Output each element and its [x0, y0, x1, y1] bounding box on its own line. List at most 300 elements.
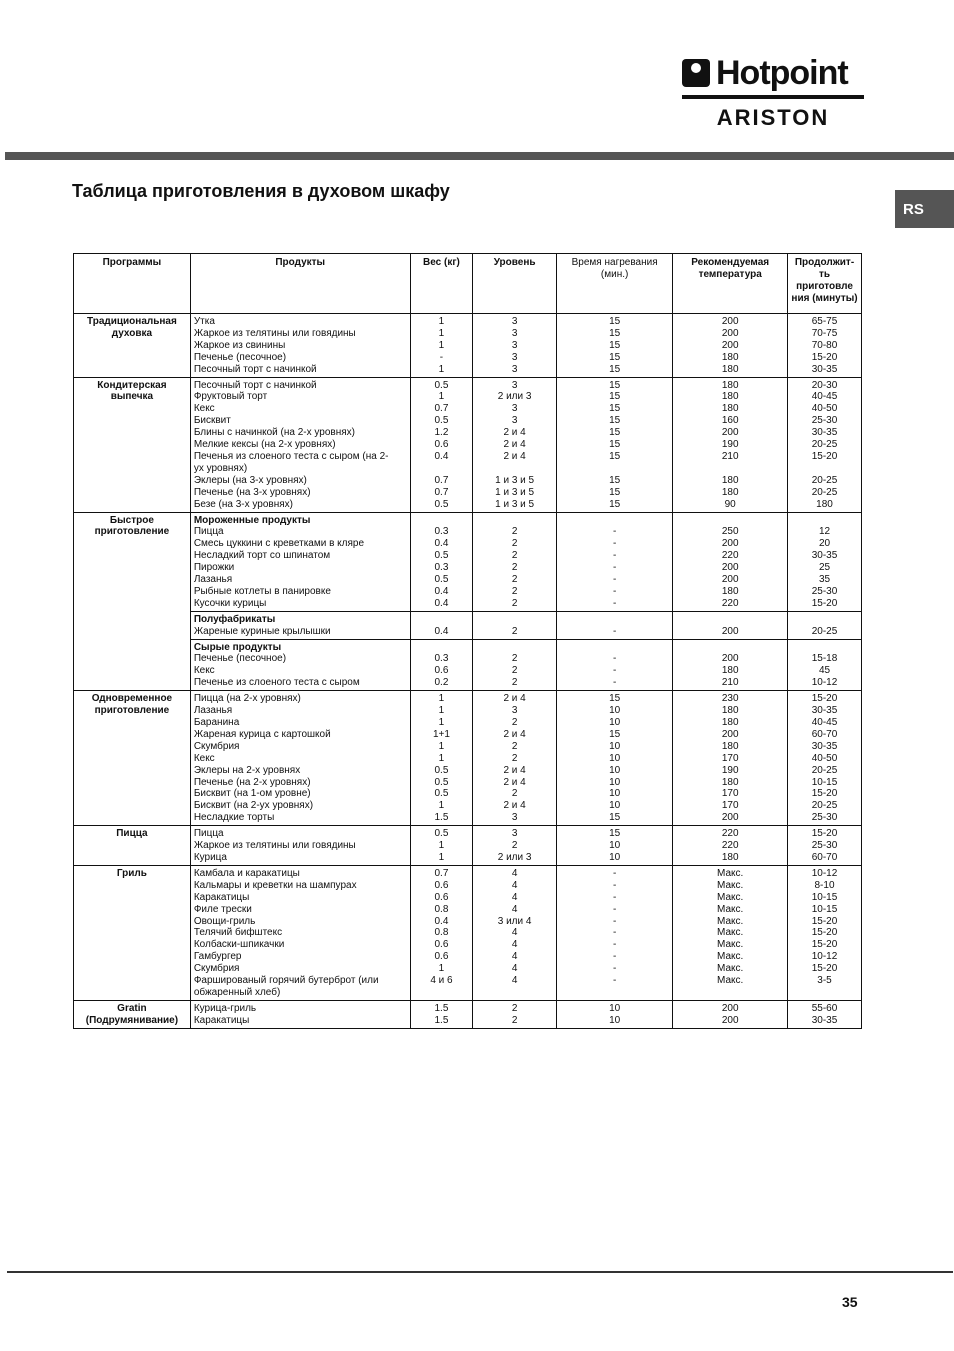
product-name: Курица [193, 851, 227, 863]
product-name: Печенье (на 2-х уровнях) [193, 776, 311, 788]
weight-value: 1 [438, 963, 445, 975]
weight-value: 0.4 [434, 585, 449, 597]
duration-value: 15-20 [811, 450, 838, 462]
temp-value: Макс. [717, 975, 744, 987]
preheat-value: 10 [609, 705, 621, 717]
section-row [74, 314, 862, 378]
preheat-value: - [612, 597, 617, 609]
weight-value: 0.8 [434, 903, 449, 915]
product-cell [190, 865, 410, 1000]
temp-value: 180 [721, 585, 739, 597]
level-value: 2 [511, 788, 518, 800]
preheat-cell [556, 865, 672, 1000]
level-value: 1 и 3 и 5 [495, 486, 535, 498]
level-cell [473, 377, 557, 512]
temp-value: 180 [721, 717, 739, 728]
product-name: Кекс [193, 752, 215, 764]
header-level: Уровень [473, 254, 557, 314]
duration-value: 40-50 [811, 403, 838, 415]
product-name: Песочный торт с начинкой [193, 363, 317, 375]
level-value: 2 [511, 840, 518, 852]
preheat-value: 15 [609, 486, 621, 498]
level-cell [473, 639, 557, 691]
weight-value: 0.2 [434, 677, 449, 689]
level-value: 2 [511, 562, 518, 574]
duration-value: 45 [818, 665, 831, 677]
temp-value: 180 [721, 351, 739, 363]
preheat-value: - [612, 927, 617, 939]
temp-cell [673, 691, 788, 826]
level-value: 2 [511, 597, 518, 609]
preheat-cell [556, 826, 672, 866]
duration-cell [788, 691, 862, 826]
product-name: Блины с начинкой (на 2-х уровнях) [193, 427, 355, 439]
product-name: Курица-гриль [193, 1002, 257, 1014]
product-cell [190, 314, 410, 378]
level-value: 3 [511, 705, 518, 717]
weight-value: 1 [438, 391, 445, 403]
level-value: 2 или 3 [497, 391, 532, 403]
group-subtitle: Сырые продукты [193, 641, 282, 653]
level-value: 4 [511, 951, 518, 963]
product-name: Печенье (песочное) [193, 351, 287, 363]
product-name: Гамбургер [193, 951, 242, 963]
header-product: Продукты [190, 254, 410, 314]
weight-cell [410, 691, 473, 826]
weight-cell [410, 611, 473, 639]
section-row [74, 377, 862, 512]
level-value: 2 и 4 [503, 764, 526, 776]
preheat-value: - [612, 538, 617, 550]
product-name: Пицца [193, 828, 224, 840]
duration-cell [788, 377, 862, 512]
level-value: 4 [511, 903, 518, 915]
level-value: 2 [511, 625, 518, 637]
level-value: 2 и 4 [503, 800, 526, 812]
temp-value: 200 [721, 812, 739, 824]
temp-value: 180 [721, 474, 739, 486]
weight-value: 0.5 [434, 828, 449, 840]
duration-value: 15-20 [811, 939, 838, 951]
duration-cell [788, 826, 862, 866]
weight-value: 1 [438, 851, 445, 863]
level-value: 2 и 4 [503, 776, 526, 788]
duration-value: 30-35 [811, 1014, 838, 1026]
preheat-value: 15 [609, 391, 621, 403]
level-value: 3 [511, 415, 518, 427]
temp-value: 190 [721, 764, 739, 776]
product-name: Мелкие кексы (на 2-х уровнях) [193, 439, 336, 451]
preheat-value: - [612, 879, 617, 891]
preheat-value: - [612, 665, 617, 677]
weight-value: 0.6 [434, 665, 449, 677]
duration-cell [788, 639, 862, 691]
section-row [74, 611, 862, 639]
weight-value: 1.5 [434, 812, 449, 824]
duration-value: 30-35 [811, 705, 838, 717]
level-value: 2 [511, 665, 518, 677]
level-value: 4 [511, 939, 518, 951]
level-cell [473, 826, 557, 866]
section-row [74, 865, 862, 1000]
cooking-table [73, 253, 862, 1029]
product-cell [190, 639, 410, 691]
temp-cell [673, 314, 788, 378]
product-name: Безе (на 3-х уровнях) [193, 498, 293, 510]
duration-value: 15-20 [811, 963, 838, 975]
duration-value: 70-75 [811, 327, 838, 339]
logo-divider [682, 95, 864, 99]
preheat-cell [556, 512, 672, 611]
level-value: 2 [511, 574, 518, 586]
product-name: Филе трески [193, 903, 252, 915]
weight-cell [410, 377, 473, 512]
weight-value: 0.6 [434, 939, 449, 951]
duration-value: 25-30 [811, 840, 838, 852]
weight-value: 1.5 [434, 1014, 449, 1026]
header-duration: Продолжит-ть приготовле ния (минуты) [788, 254, 862, 314]
weight-value: 0.3 [434, 562, 449, 574]
product-name: Кальмары и креветки на шампурах [193, 879, 357, 891]
product-name: Кекс [193, 403, 215, 415]
product-name: Каракатицы [193, 891, 250, 903]
product-name: Смесь цуккини с креветками в кляре [193, 538, 365, 550]
product-name: Каракатицы [193, 1014, 250, 1026]
level-cell [473, 512, 557, 611]
duration-value: 65-75 [811, 316, 838, 327]
preheat-value: 15 [609, 363, 621, 375]
level-value: 4 [511, 963, 518, 975]
temp-value: 200 [721, 653, 739, 665]
duration-cell [788, 512, 862, 611]
preheat-value: 15 [609, 498, 621, 510]
duration-value: 30-35 [811, 427, 838, 439]
duration-value: 70-80 [811, 339, 838, 351]
level-value: 2 [511, 1014, 518, 1026]
preheat-value: 10 [609, 776, 621, 788]
program-name: Одновременное приготовление [74, 691, 191, 826]
temp-cell [673, 639, 788, 691]
level-value: 2 [511, 585, 518, 597]
preheat-value: 10 [609, 840, 621, 852]
weight-cell [410, 314, 473, 378]
hotpoint-logo-icon [682, 59, 710, 87]
duration-value: 40-50 [811, 752, 838, 764]
level-value: 3 или 4 [497, 915, 532, 927]
duration-value: 25-30 [811, 812, 838, 824]
product-name: Фруктовый торт [193, 391, 268, 403]
duration-value: 35 [818, 574, 831, 586]
temp-value: 200 [721, 538, 739, 550]
product-name: Эклеры (на 3-х уровнях) [193, 474, 307, 486]
duration-value: 20-25 [811, 486, 838, 498]
weight-value: 1 [438, 752, 445, 764]
weight-value: 1.2 [434, 427, 449, 439]
duration-value: 20-25 [811, 800, 838, 812]
level-value: 2 [511, 653, 518, 665]
preheat-value: - [612, 526, 617, 538]
weight-value: 0.6 [434, 951, 449, 963]
preheat-value: - [612, 891, 617, 903]
level-value: 2 и 4 [503, 427, 526, 439]
product-name: Пицца [193, 526, 224, 538]
duration-value: 10-12 [811, 867, 838, 879]
product-name: Лазанья [193, 574, 233, 586]
preheat-value: - [612, 951, 617, 963]
temp-value: 170 [721, 752, 739, 764]
temp-value: 210 [721, 450, 739, 462]
table-body [74, 314, 862, 1029]
weight-value: 1 [438, 363, 445, 375]
preheat-cell [556, 639, 672, 691]
temp-value: 200 [721, 327, 739, 339]
duration-value: 20 [818, 538, 831, 550]
temp-cell [673, 377, 788, 512]
section-row [74, 691, 862, 826]
product-name: Жаркое из телятины или говядины [193, 840, 356, 852]
level-value: 2 и 4 [503, 439, 526, 451]
preheat-value: 15 [609, 379, 621, 391]
preheat-value: 15 [609, 439, 621, 451]
product-cell [190, 377, 410, 512]
preheat-value: 15 [609, 450, 621, 462]
duration-value: 30-35 [811, 740, 838, 752]
weight-value: 0.5 [434, 776, 449, 788]
temp-value: 220 [721, 550, 739, 562]
level-value: 3 [511, 339, 518, 351]
weight-value: 1 [438, 800, 445, 812]
preheat-value: 10 [609, 1014, 621, 1026]
preheat-value: 10 [609, 764, 621, 776]
preheat-value: - [612, 939, 617, 951]
preheat-value: 10 [609, 717, 621, 728]
product-name: Телячий бифштекс [193, 927, 283, 939]
level-value: 3 [511, 316, 518, 327]
brand-name: Hotpoint [716, 54, 848, 92]
preheat-value: 15 [609, 339, 621, 351]
level-value: 4 [511, 891, 518, 903]
product-name: Печенье (песочное) [193, 653, 287, 665]
weight-value: 0.7 [434, 486, 449, 498]
preheat-value: 15 [609, 693, 621, 705]
level-value: 2 или 3 [497, 851, 532, 863]
header-preheat: Время нагревания (мин.) [556, 254, 672, 314]
temp-value: Макс. [717, 891, 744, 903]
level-value: 3 [511, 812, 518, 824]
preheat-value: 10 [609, 752, 621, 764]
temp-value: 180 [721, 391, 739, 403]
product-name: Утка [193, 316, 215, 327]
preheat-value: 15 [609, 403, 621, 415]
weight-value: 1 [438, 840, 445, 852]
duration-value: 10-12 [811, 677, 838, 689]
program-name: Гриль [74, 865, 191, 1000]
level-value: 3 [511, 351, 518, 363]
preheat-value: - [612, 625, 617, 637]
temp-value: 170 [721, 788, 739, 800]
product-name: Скумбрия [193, 963, 240, 975]
product-cell [190, 826, 410, 866]
duration-value: 30-35 [811, 363, 838, 375]
temp-value: 220 [721, 597, 739, 609]
duration-value: 15-18 [811, 653, 838, 665]
weight-value: 1 [438, 327, 445, 339]
level-cell [473, 865, 557, 1000]
temp-value: 180 [721, 486, 739, 498]
weight-value: 0.5 [434, 788, 449, 800]
weight-value: 1 [438, 316, 445, 327]
product-name: Колбаски-шпикачки [193, 939, 285, 951]
duration-value: 12 [818, 526, 831, 538]
weight-value: 0.5 [434, 498, 449, 510]
duration-value: 60-70 [811, 851, 838, 863]
duration-value: 25-30 [811, 585, 838, 597]
duration-value: 15-20 [811, 788, 838, 800]
group-subtitle: Полуфабрикаты [193, 613, 276, 625]
section-row [74, 826, 862, 866]
preheat-value: - [612, 677, 617, 689]
level-value: 2 и 4 [503, 693, 526, 705]
duration-value: 25 [818, 562, 831, 574]
duration-value: 15-20 [811, 693, 838, 705]
duration-value: 20-30 [811, 379, 838, 391]
temp-value: Макс. [717, 879, 744, 891]
weight-value: 0.7 [434, 867, 449, 879]
preheat-value: 10 [609, 740, 621, 752]
header-program: Программы [74, 254, 191, 314]
preheat-value: - [612, 585, 617, 597]
duration-value: 20-25 [811, 439, 838, 451]
preheat-value: 15 [609, 327, 621, 339]
preheat-value: - [612, 574, 617, 586]
level-value: 1 и 3 и 5 [495, 474, 535, 486]
group-subtitle: Мороженные продукты [193, 514, 311, 526]
temp-value: 220 [721, 828, 739, 840]
duration-cell [788, 865, 862, 1000]
section-row [74, 512, 862, 611]
temp-value: 180 [721, 379, 739, 391]
program-name: Gratin (Подрумянивание) [74, 1000, 191, 1028]
level-value: 4 [511, 975, 518, 987]
temp-value: Макс. [717, 867, 744, 879]
temp-value: 180 [721, 403, 739, 415]
preheat-value: 10 [609, 1002, 621, 1014]
product-name: Жареная курица с картошкой [193, 728, 331, 740]
weight-value: 0.5 [434, 550, 449, 562]
temp-value: 200 [721, 574, 739, 586]
duration-value: 8-10 [814, 879, 835, 891]
header-divider [5, 152, 954, 160]
duration-value: 10-15 [811, 776, 838, 788]
preheat-value: - [612, 653, 617, 665]
table-header-row [74, 254, 862, 314]
level-value: 2 [511, 550, 518, 562]
duration-value: 15-20 [811, 927, 838, 939]
product-name: Печенья из слоеного теста с сыром (на 2- ух уровнях) [193, 450, 389, 474]
product-name: Пирожки [193, 562, 235, 574]
duration-value: 20-25 [811, 764, 838, 776]
brand-sub: ARISTON [716, 105, 830, 130]
preheat-value: 15 [609, 351, 621, 363]
temp-value: 180 [721, 851, 739, 863]
temp-cell [673, 611, 788, 639]
temp-value: Макс. [717, 903, 744, 915]
weight-value: 1.5 [434, 1002, 449, 1014]
level-value: 3 [511, 327, 518, 339]
level-value: 2 и 4 [503, 450, 526, 462]
product-name: Скумбрия [193, 740, 240, 752]
temp-value: 200 [721, 1014, 739, 1026]
weight-value: 0.5 [434, 379, 449, 391]
level-value: 4 [511, 927, 518, 939]
temp-cell [673, 826, 788, 866]
weight-value: 0.5 [434, 764, 449, 776]
duration-value: 60-70 [811, 728, 838, 740]
temp-value: Макс. [717, 939, 744, 951]
product-name: Кекс [193, 665, 215, 677]
product-name: Лазанья [193, 705, 233, 717]
product-name: Камбала и каракатицы [193, 867, 300, 879]
product-name: Овощи-гриль [193, 915, 256, 927]
temp-value: 200 [721, 427, 739, 439]
temp-value: 90 [724, 498, 736, 510]
level-value: 2 [511, 1002, 518, 1014]
weight-value: 1 [438, 705, 445, 717]
temp-cell [673, 1000, 788, 1028]
temp-value: Макс. [717, 963, 744, 975]
program-name: Пицца [74, 826, 191, 866]
product-cell [190, 512, 410, 611]
temp-value: 200 [721, 728, 739, 740]
weight-value: 0.4 [434, 538, 449, 550]
preheat-value: 15 [609, 316, 621, 327]
temp-cell [673, 512, 788, 611]
product-name: Несладкий торт со шпинатом [193, 550, 331, 562]
level-value: 1 и 3 и 5 [495, 498, 535, 510]
level-value: 4 [511, 867, 518, 879]
duration-cell [788, 611, 862, 639]
temp-value: Макс. [717, 915, 744, 927]
page-title: Таблица приготовления в духовом шкафу [72, 181, 450, 201]
weight-value: 0.4 [434, 597, 449, 609]
preheat-value: 10 [609, 851, 621, 863]
duration-value: 25-30 [811, 415, 838, 427]
preheat-value: 10 [609, 788, 621, 800]
page-number: 35 [842, 1294, 858, 1310]
level-value: 2 [511, 717, 518, 728]
temp-value: 180 [721, 776, 739, 788]
product-name: Жаркое из свинины [193, 339, 286, 351]
level-cell [473, 691, 557, 826]
weight-value: 4 и 6 [430, 975, 453, 987]
weight-value: 0.8 [434, 927, 449, 939]
weight-value: 0.6 [434, 439, 449, 451]
product-name: Жареные куриные крылышки [193, 625, 331, 637]
duration-value: 40-45 [811, 391, 838, 403]
program-name: Кондитерская выпечка [74, 377, 191, 512]
temp-value: 190 [721, 439, 739, 451]
weight-cell [410, 826, 473, 866]
brand-logo [682, 56, 864, 131]
preheat-value: - [612, 915, 617, 927]
level-cell [473, 314, 557, 378]
duration-cell [788, 1000, 862, 1028]
duration-value: 10-12 [811, 951, 838, 963]
preheat-value: - [612, 562, 617, 574]
preheat-cell [556, 611, 672, 639]
program-name: Быстрое приготовление [74, 512, 191, 691]
preheat-cell [556, 691, 672, 826]
